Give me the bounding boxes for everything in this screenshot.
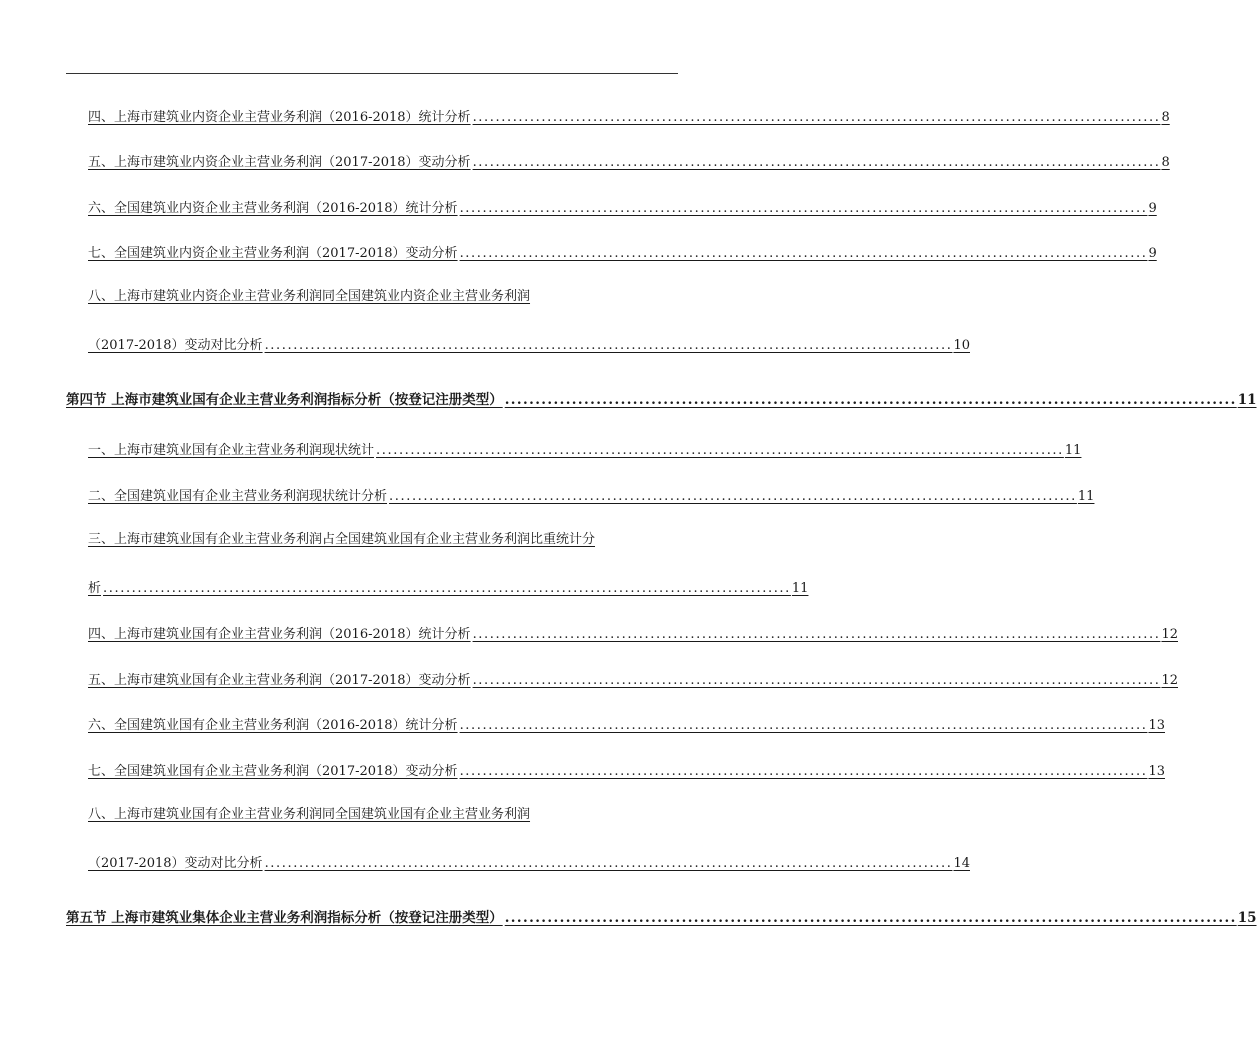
toc-leader: ........................................................................................................................ <box>472 627 1161 642</box>
toc-leader: ........................................................................................................................ <box>459 246 1148 261</box>
toc-label: 析 <box>88 581 102 596</box>
toc-entry-8b[interactable] <box>88 849 970 873</box>
toc-page-number: 13 <box>1148 718 1165 733</box>
toc-label: 二、全国建筑业国有企业主营业务利润现状统计分析 <box>88 489 388 504</box>
toc-leader: ........................................................................................................................ <box>504 910 1237 926</box>
toc-leader: ........................................................................................................................ <box>376 443 1064 458</box>
toc-page-number: 15 <box>1237 910 1257 926</box>
toc-label: 五、上海市建筑业内资企业主营业务利润（2017-2018）变动分析 <box>88 155 471 170</box>
toc-entry-4[interactable] <box>88 103 1170 127</box>
toc-page-number: 8 <box>1161 155 1170 170</box>
toc-entry-3[interactable] <box>88 574 809 598</box>
toc-page-number: 14 <box>953 856 970 871</box>
toc-leader: ........................................................................................................................ <box>103 581 791 596</box>
toc-entry-5[interactable] <box>88 148 1170 172</box>
toc-label: 七、全国建筑业内资企业主营业务利润（2017-2018）变动分析 <box>88 246 458 261</box>
toc-label: 一、上海市建筑业国有企业主营业务利润现状统计 <box>88 443 375 458</box>
toc-entry-8b-line1[interactable]: 八、上海市建筑业国有企业主营业务利润同全国建筑业国有企业主营业务利润 <box>88 807 531 822</box>
toc-page-number: 13 <box>1148 764 1165 779</box>
toc-leader: ........................................................................................................................ <box>472 155 1161 170</box>
toc-label: （2017-2018）变动对比分析 <box>88 338 263 353</box>
toc-section-5[interactable] <box>66 903 1257 927</box>
toc-label: 五、上海市建筑业国有企业主营业务利润（2017-2018）变动分析 <box>88 673 471 688</box>
toc-entry-6[interactable] <box>88 194 1157 218</box>
toc-entry-1[interactable] <box>88 436 1082 460</box>
toc-section-label: 第四节 上海市建筑业国有企业主营业务利润指标分析（按登记注册类型） <box>66 392 503 408</box>
toc-section-4[interactable] <box>66 385 1257 409</box>
toc-leader: ........................................................................................................................ <box>504 392 1237 408</box>
toc-label: 四、上海市建筑业国有企业主营业务利润（2016-2018）统计分析 <box>88 627 471 642</box>
toc-leader: ........................................................................................................................ <box>264 856 953 871</box>
toc-leader: ........................................................................................................................ <box>459 201 1148 216</box>
toc-entry-4b[interactable] <box>88 620 1178 644</box>
toc-page-number: 11 <box>1064 443 1082 458</box>
toc-entry-8-line1[interactable]: 八、上海市建筑业内资企业主营业务利润同全国建筑业内资企业主营业务利润 <box>88 289 531 304</box>
toc-entry-7[interactable] <box>88 239 1157 263</box>
toc-page-number: 9 <box>1148 246 1157 261</box>
toc-entry-5b[interactable] <box>88 666 1178 690</box>
toc-entry-2[interactable] <box>88 482 1095 506</box>
toc-page-number: 9 <box>1148 201 1157 216</box>
toc-entry-7b[interactable] <box>88 757 1165 781</box>
toc-entry-6b[interactable] <box>88 711 1165 735</box>
toc-section-label: 第五节 上海市建筑业集体企业主营业务利润指标分析（按登记注册类型） <box>66 910 503 926</box>
toc-page-number: 8 <box>1161 110 1170 125</box>
toc-entry-3-line1[interactable]: 三、上海市建筑业国有企业主营业务利润占全国建筑业国有企业主营业务利润比重统计分 <box>88 532 596 547</box>
toc-leader: ........................................................................................................................ <box>472 110 1161 125</box>
toc-entry-8[interactable] <box>88 331 970 355</box>
toc-page-number: 12 <box>1161 627 1178 642</box>
toc-page-number: 11 <box>1237 392 1257 408</box>
toc-page-number: 11 <box>791 581 809 596</box>
toc-label: （2017-2018）变动对比分析 <box>88 856 263 871</box>
toc-label: 七、全国建筑业国有企业主营业务利润（2017-2018）变动分析 <box>88 764 458 779</box>
toc-leader: ........................................................................................................................ <box>459 718 1148 733</box>
toc-page-number: 10 <box>953 338 970 353</box>
toc-leader: ........................................................................................................................ <box>459 764 1148 779</box>
toc-page-number: 12 <box>1161 673 1178 688</box>
toc-label: 六、全国建筑业内资企业主营业务利润（2016-2018）统计分析 <box>88 201 458 216</box>
toc-leader: ........................................................................................................................ <box>389 489 1077 504</box>
toc-label: 六、全国建筑业国有企业主营业务利润（2016-2018）统计分析 <box>88 718 458 733</box>
toc-label: 四、上海市建筑业内资企业主营业务利润（2016-2018）统计分析 <box>88 110 471 125</box>
toc-leader: ........................................................................................................................ <box>472 673 1161 688</box>
toc-page-number: 11 <box>1077 489 1095 504</box>
toc-leader: ........................................................................................................................ <box>264 338 953 353</box>
header-rule <box>66 73 678 74</box>
